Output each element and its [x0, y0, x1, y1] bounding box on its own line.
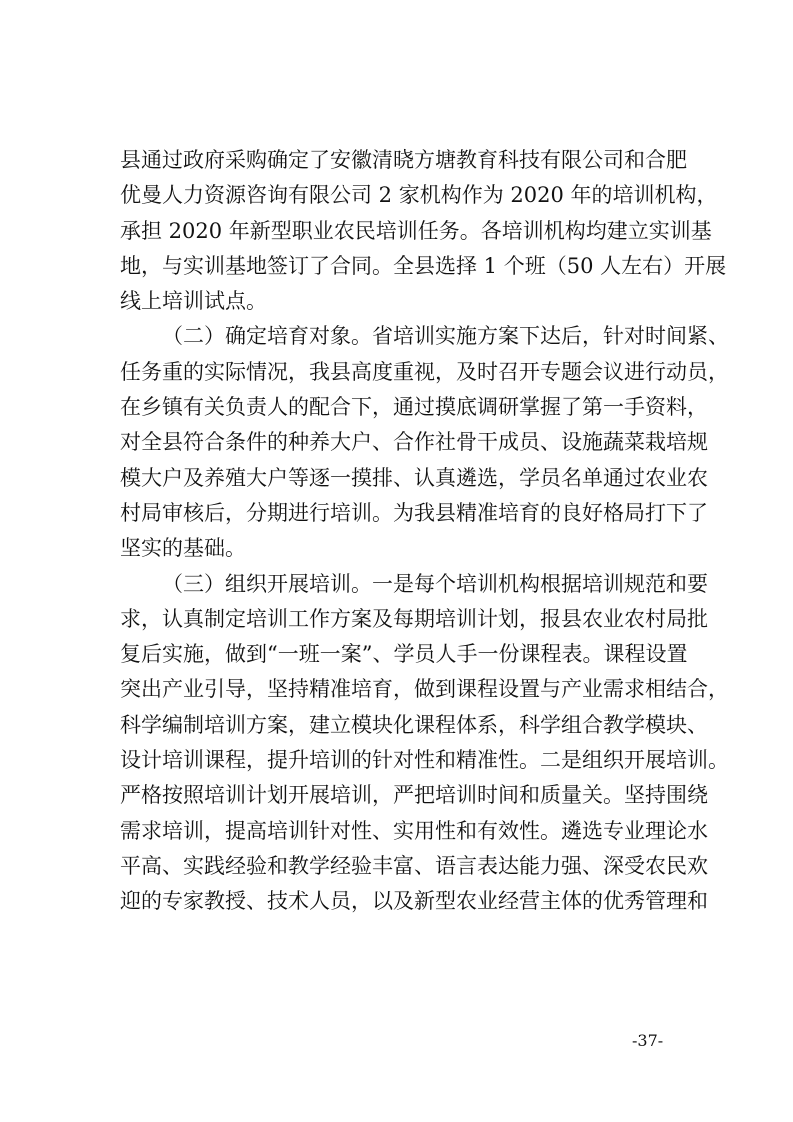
text-line: 地，与实训基地签订了合同。全县选择 1 个班（50 人左右）开展 [120, 253, 727, 278]
text-line: 平高、实践经验和教学经验丰富、语言表达能力强、深受农民欢 [120, 853, 708, 878]
text-line: 复后实施，做到“一班一案”、学员人手一份课程表。课程设置 [120, 642, 688, 667]
text-line: 村局审核后，分期进行培训。为我县精准培育的良好格局打下了 [120, 500, 708, 525]
body-text [120, 143, 729, 920]
text-line: （二）确定培育对象。省培训实施方案下达后，针对时间紧、 [162, 324, 729, 349]
text-line: 突出产业引导，坚持精准培育，做到课程设置与产业需求相结合， [120, 677, 729, 702]
text-line: 在乡镇有关负责人的配合下，通过摸底调研掌握了第一手资料， [120, 395, 708, 420]
text-line: 承担 2020 年新型职业农民培训任务。各培训机构均建立实训基 [120, 218, 712, 243]
text-line: 求，认真制定培训工作方案及每期培训计划，报县农业农村局批 [120, 606, 708, 631]
text-line: 任务重的实际情况，我县高度重视，及时召开专题会议进行动员， [120, 359, 729, 384]
text-line: 线上培训试点。 [120, 289, 267, 314]
text-line: 设计培训课程，提升培训的针对性和精准性。二是组织开展培训。 [120, 748, 729, 773]
text-line: 模大户及养殖大户等逐一摸排、认真遴选，学员名单通过农业农 [120, 465, 708, 490]
text-line: 迎的专家教授、技术人员，以及新型农业经营主体的优秀管理和 [120, 889, 708, 914]
text-line: 科学编制培训方案，建立模块化课程体系，科学组合教学模块、 [120, 712, 708, 737]
text-line: 对全县符合条件的种养大户、合作社骨干成员、设施蔬菜栽培规 [120, 430, 708, 455]
page-number: -37- [632, 1031, 664, 1050]
text-line: 县通过政府采购确定了安徽清晓方塘教育科技有限公司和合肥 [120, 148, 687, 172]
text-line: 优曼人力资源咨询有限公司 2 家机构作为 2020 年的培训机构， [120, 183, 718, 208]
text-line: 严格按照培训计划开展培训，严把培训时间和质量关。坚持围绕 [120, 783, 708, 808]
text-line: 坚实的基础。 [120, 536, 246, 561]
text-line: （三）组织开展培训。一是每个培训机构根据培训规范和要 [162, 571, 708, 596]
text-line: 需求培训，提高培训针对性、实用性和有效性。遴选专业理论水 [120, 818, 708, 843]
